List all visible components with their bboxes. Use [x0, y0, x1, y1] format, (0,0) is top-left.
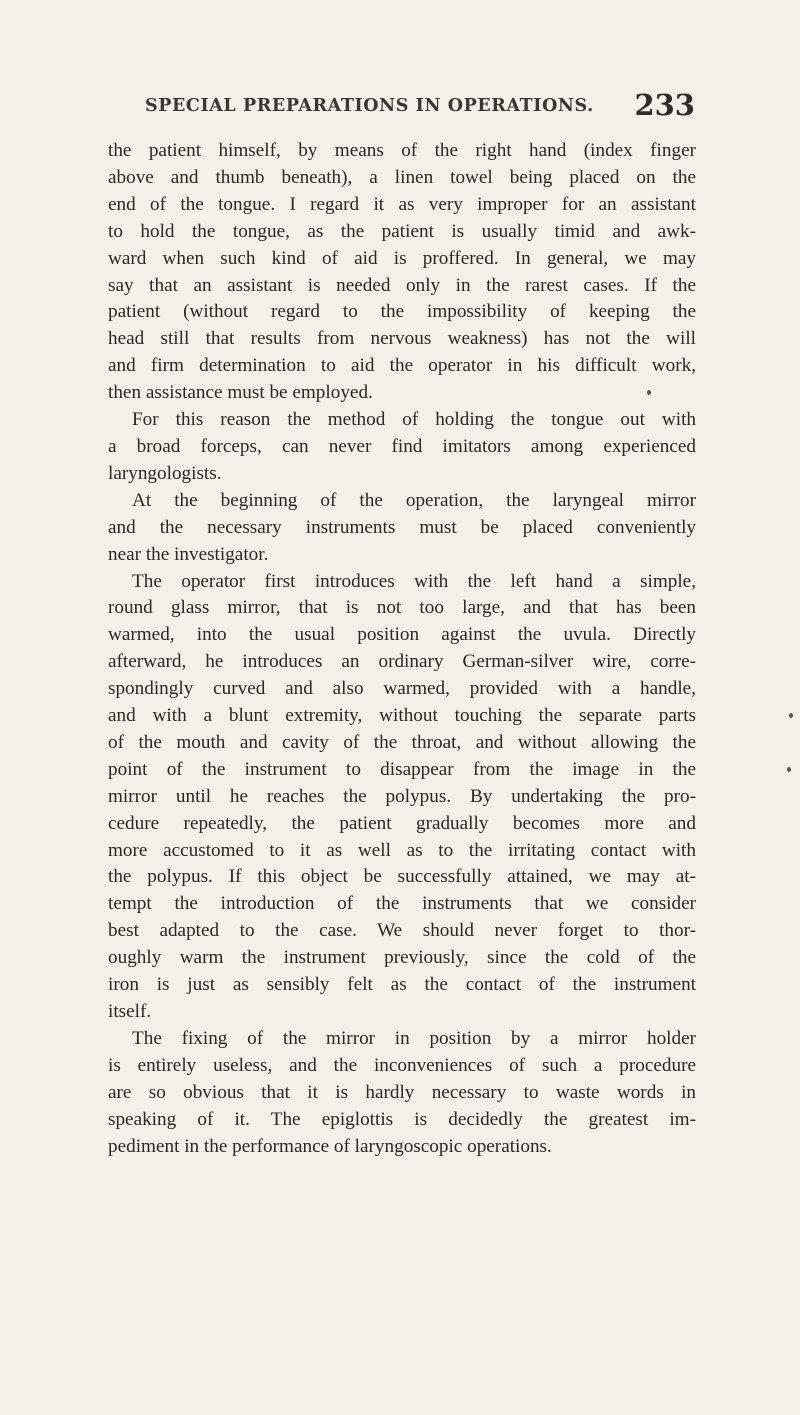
- text-line: the patient himself, by means of the right hand (index finger: [108, 140, 696, 161]
- text-line: mirror until he reaches the polypus. By undertaking the pro-: [108, 785, 696, 807]
- text-line: round glass mirror, that is not too large, and that has been: [108, 597, 696, 619]
- text-line: tempt the introduction of the instruments that we consider: [108, 893, 696, 915]
- ink-speck: [789, 713, 793, 718]
- text-line: a broad forceps, can never find imitators among experienced: [108, 435, 696, 457]
- text-line: The fixing of the mirror in position by a mirror holder: [132, 1027, 696, 1049]
- text-line: cedure repeatedly, the patient gradually becomes more and: [108, 812, 696, 834]
- text-line: speaking of it. The epiglottis is decidedly the greatest im-: [108, 1108, 696, 1130]
- text-line: point of the instrument to disappear from the image in the: [108, 758, 696, 780]
- paragraph: [108, 488, 696, 569]
- text-line: best adapted to the case. We should never forget to thor-: [108, 920, 696, 942]
- text-line: the polypus. If this object be successfully attained, we may at-: [108, 866, 696, 888]
- text-line: iron is just as sensibly felt as the contact of the instrument: [108, 974, 696, 996]
- running-head: [135, 88, 695, 124]
- text-line: and the necessary instruments must be placed conveniently: [108, 516, 696, 538]
- paragraph: [108, 407, 696, 488]
- text-line: of the mouth and cavity of the throat, and without allowing the: [108, 731, 696, 753]
- text-line: and firm determination to aid the operator in his difficult work,: [108, 355, 696, 377]
- text-line: pediment in the performance of laryngoscopic operations.: [108, 1135, 552, 1157]
- paragraph: [108, 138, 696, 407]
- page-number: 233: [634, 88, 695, 122]
- text-line: For this reason the method of holding the tongue out with: [132, 409, 696, 431]
- paragraph: [108, 1026, 696, 1161]
- text-line: to hold the tongue, as the patient is usually timid and awk-: [108, 220, 696, 242]
- text-line: patient (without regard to the impossibility of keeping the: [108, 301, 696, 323]
- ink-speck: [787, 767, 791, 772]
- paragraph: [108, 569, 696, 1026]
- text-line: more accustomed to it as well as to the irritating contact with: [108, 839, 696, 861]
- text-line: spondingly curved and also warmed, provided with a handle,: [108, 678, 696, 700]
- text-line: afterward, he introduces an ordinary German-silver wire, corre-: [108, 651, 696, 673]
- text-line: At the beginning of the operation, the laryngeal mirror: [132, 489, 696, 511]
- body-text: [108, 138, 696, 1160]
- text-line: end of the tongue. I regard it as very improper for an assistant: [108, 193, 696, 215]
- text-line: ward when such kind of aid is proffered. In general, we may: [108, 247, 696, 269]
- text-line: oughly warm the instrument previously, since the cold of the: [108, 947, 696, 969]
- text-line: then assistance must be employed.: [108, 382, 373, 404]
- text-line: warmed, into the usual position against the uvula. Directly: [108, 624, 696, 646]
- text-line: and with a blunt extremity, without touching the separate parts: [108, 705, 696, 727]
- text-line: laryngologists.: [108, 462, 222, 484]
- ink-speck: [647, 390, 651, 395]
- text-line: The operator first introduces with the left hand a simple,: [132, 570, 696, 592]
- text-line: above and thumb beneath), a linen towel being placed on the: [108, 166, 696, 188]
- text-line: is entirely useless, and the inconveniences of such a procedure: [108, 1054, 696, 1076]
- text-line: head still that results from nervous weakness) has not the will: [108, 328, 696, 350]
- text-line: are so obvious that it is hardly necessary to waste words in: [108, 1081, 696, 1103]
- text-line: say that an assistant is needed only in the rarest cases. If the: [108, 274, 696, 296]
- running-title: SPECIAL PREPARATIONS IN OPERATIONS.: [145, 96, 594, 116]
- text-line: itself.: [108, 1001, 152, 1022]
- text-line: near the investigator.: [108, 543, 269, 565]
